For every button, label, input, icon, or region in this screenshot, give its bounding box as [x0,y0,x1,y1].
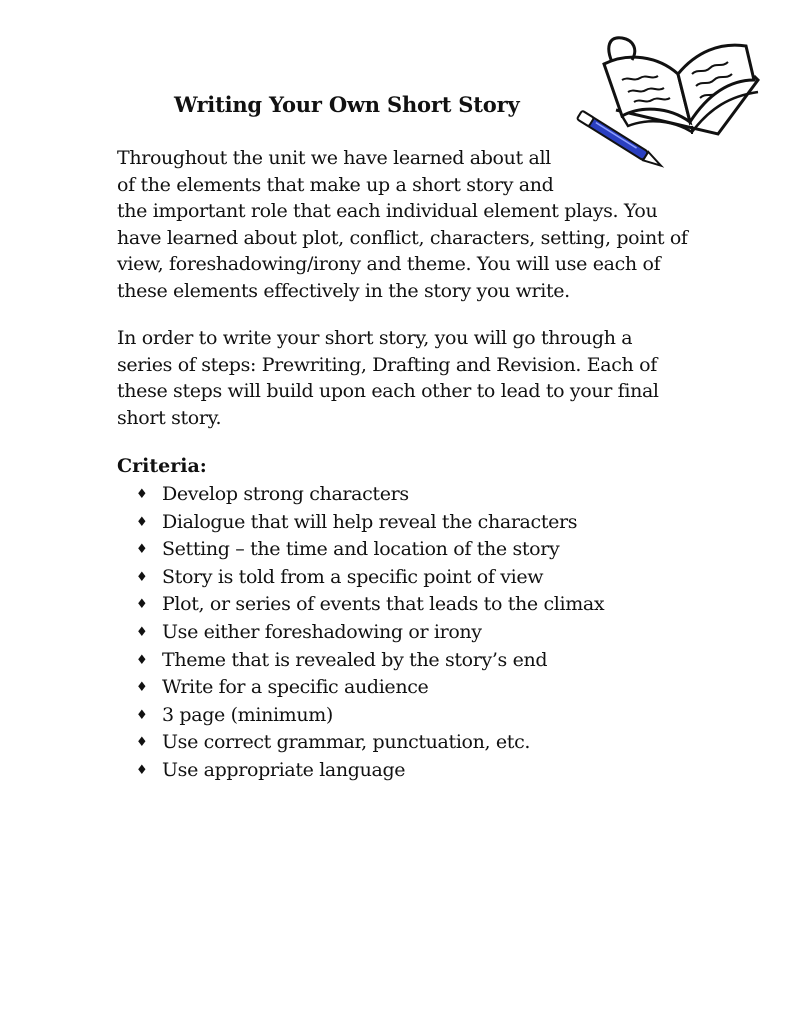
steps-line: short story. [117,406,222,429]
criteria-text: Develop strong characters [162,483,409,505]
list-item [136,757,604,785]
diamond-bullet-icon: ♦ [136,487,148,502]
criteria-text: Write for a specific audience [162,676,429,699]
diamond-bullet-icon: ♦ [136,707,148,723]
diamond-bullet-icon: ♦ [136,762,148,778]
list-item [136,702,604,730]
steps-line: In order to write your short story, you will go through a [117,327,633,349]
criteria-text: Use correct grammar, punctuation, etc. [162,731,531,754]
list-item [136,536,604,564]
criteria-text: Plot, or series of events that leads to the climax [162,593,605,616]
list-item [136,591,604,619]
steps-line: series of steps: Prewriting, Drafting and Revision. Each of [117,353,657,376]
list-item [136,647,604,675]
steps-paragraph [117,325,659,431]
page-title: Writing Your Own Short Story [174,92,520,117]
intro-line: of the elements that make up a short story and [117,173,554,196]
diamond-bullet-icon: ♦ [136,597,148,613]
list-item [136,509,604,537]
steps-line: these steps will build upon each other to lead to your final [117,380,659,402]
list-item [136,619,604,647]
criteria-text: Dialogue that will help reveal the characters [162,510,578,533]
list-item [136,729,604,757]
criteria-text: 3 page (minimum) [162,703,333,726]
intro-line: these elements effectively in the story you write. [117,279,570,302]
diamond-bullet-icon: ♦ [136,652,148,668]
criteria-text: Story is told from a specific point of view [162,565,544,588]
criteria-text: Setting – the time and location of the story [162,538,560,561]
list-item [136,564,604,592]
intro-line: view, foreshadowing/irony and theme. You will use each of [117,253,661,275]
diamond-bullet-icon: ♦ [136,514,148,530]
criteria-text: Theme that is revealed by the story’s end [162,648,548,671]
list-item [136,674,604,702]
diamond-bullet-icon: ♦ [136,680,148,696]
diamond-bullet-icon: ♦ [136,624,148,640]
intro-line: Throughout the unit we have learned about all [117,147,551,169]
list-item [136,481,604,509]
criteria-text: Use appropriate language [162,758,406,781]
diamond-bullet-icon: ♦ [136,569,148,585]
diamond-bullet-icon: ♦ [136,735,148,751]
diamond-bullet-icon: ♦ [136,542,148,558]
intro-paragraph [117,145,688,304]
criteria-text: Use either foreshadowing or irony [162,620,482,643]
criteria-list [136,481,604,785]
intro-line: the important role that each individual element plays. You [117,200,658,222]
criteria-heading: Criteria: [117,455,207,477]
intro-line: have learned about plot, conflict, characters, setting, point of [117,226,688,249]
